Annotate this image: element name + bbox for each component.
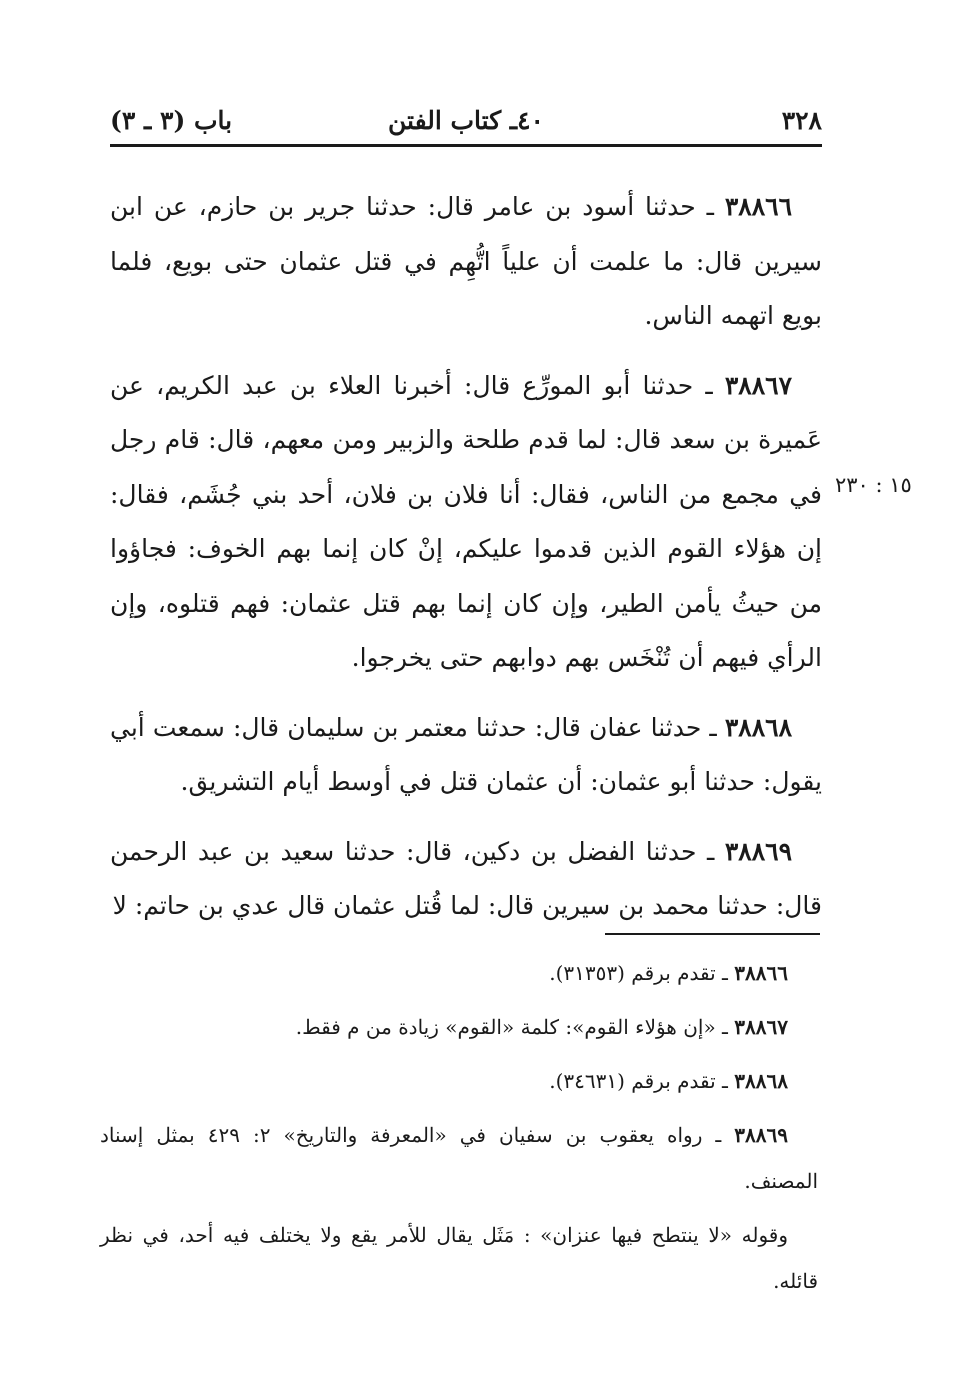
footnotes [100, 950, 818, 1312]
page-number: ٣٢٨ [781, 106, 822, 135]
footnote [100, 950, 818, 996]
book-title: ٤٠ـ كتاب الفتن [388, 106, 544, 135]
footnote-text: وقوله «لا ينتطح فيها عنزان» : مَثَل يقال للأمر يقع ولا يختلف فيه أحد، في نظر قائله. [100, 1223, 818, 1293]
hadith-text: ـ حدثنا أسود بن عامر قال: حدثنا جرير بن حازم، عن ابن سيرين قال: ما علمت أن علياً اتُّهِم في قتل عثمان حتى بويع، فلما بويع اتهمه الناس. [110, 192, 822, 330]
footnote-number: ٣٨٨٦٨ [734, 1069, 788, 1093]
hadith-number: ٣٨٨٦٨ [724, 712, 792, 742]
hadith-paragraph [110, 180, 822, 344]
chapter-label: باب (٣ ـ ٣) [110, 106, 233, 135]
hadith-paragraph [110, 825, 822, 934]
footnote [100, 1004, 818, 1050]
hadith-number: ٣٨٨٦٦ [724, 192, 792, 221]
page-header [110, 100, 822, 147]
hadith-number: ٣٨٨٦٧ [724, 370, 792, 400]
footnote [100, 1058, 818, 1104]
hadith-paragraph [110, 701, 822, 810]
footnote-text: ـ تقدم برقم (٣٤٦٣١). [549, 1069, 735, 1093]
footnote-number: ٣٨٨٦٧ [734, 1015, 788, 1039]
footnote-number: ٣٨٨٦٦ [734, 961, 788, 985]
hadith-text: ـ حدثنا أبو المورِّع قال: أخبرنا العلاء بن عبد الكريم، عن عَميرة بن سعد قال: لما قدم طلحة والزبير ومن معهم، قال: قام رجل في مجمع من الناس، فقال: أنا فلان بن فلان، أحد بني جُشَم، فقال: إن هؤلاء القوم الذين قدموا عليكم، إنْ كان إنما بهم الخوف: فجاؤوا من حيثُ يأمن الطير، وإن كان إنما بهم قتل عثمان: فهم قتلوه، وإن الرأي فيهم أن تُنْخَس بهم دوابهم حتى يخرجوا. [110, 370, 822, 672]
footnote [100, 1212, 818, 1304]
footnote-number: ٣٨٨٦٩ [734, 1123, 788, 1147]
hadith-paragraph [110, 359, 822, 686]
footnote-text: ـ «إن هؤلاء القوم»: كلمة «القوم» زيادة من م فقط. [295, 1015, 735, 1039]
footnote-divider [605, 933, 820, 935]
hadith-text: ـ حدثنا عفان قال: حدثنا معتمر بن سليمان قال: سمعت أبي يقول: حدثنا أبو عثمان: أن عثمان قتل في أوسط أيام التشريق. [110, 712, 822, 796]
footnote-text: ـ رواه يعقوب بن سفيان في «المعرفة والتاريخ» ٢: ٤٢٩ بمثل إسناد المصنف. [100, 1123, 818, 1193]
margin-reference: ١٥ : ٢٣٠ [835, 473, 912, 497]
footnote [100, 1112, 818, 1204]
main-text [110, 180, 822, 949]
hadith-number: ٣٨٨٦٩ [724, 836, 792, 866]
hadith-text: ـ حدثنا الفضل بن دكين، قال: حدثنا سعيد بن عبد الرحمن قال: حدثنا محمد بن سيرين قال: لما قُتل عثمان قال عدي بن حاتم: لا [110, 836, 822, 920]
footnote-text: ـ تقدم برقم (٣١٣٥٣). [549, 961, 735, 985]
